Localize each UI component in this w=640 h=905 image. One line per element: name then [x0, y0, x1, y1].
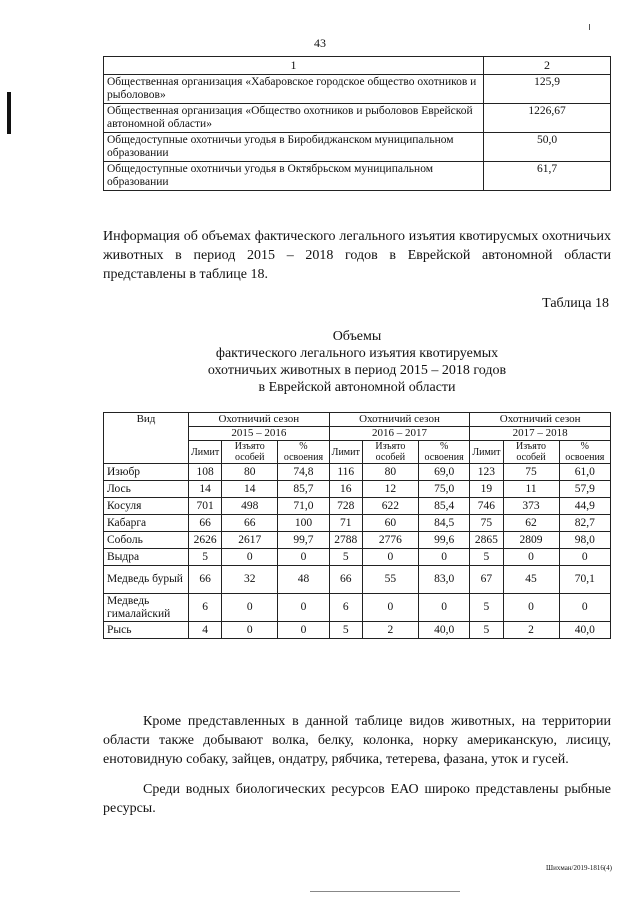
table-cell: 746 [470, 498, 503, 515]
table-cell: 45 [503, 566, 559, 594]
table-header-row [104, 57, 611, 75]
table-cell: 55 [362, 566, 418, 594]
org-value: 125,9 [484, 75, 611, 104]
species-header: Вид [104, 413, 189, 464]
table-cell: 701 [189, 498, 222, 515]
column-subheader: Лимит [470, 441, 503, 464]
header-col-2: 2 [484, 57, 611, 75]
table-cell: 80 [222, 464, 278, 481]
table-cell: 6 [329, 594, 362, 622]
season-years: 2017 – 2018 [470, 427, 611, 441]
table-cell: 5 [470, 594, 503, 622]
column-subheader: Лимит [329, 441, 362, 464]
header-col-1: 1 [104, 57, 484, 75]
org-name: Общедоступные охотничьи угодья в Биробиджанском муниципальном образовании [104, 133, 484, 162]
table-cell: 14 [189, 481, 222, 498]
table-row [104, 549, 611, 566]
table-cell: 5 [329, 622, 362, 639]
table-cell: 0 [362, 594, 418, 622]
org-value: 50,0 [484, 133, 611, 162]
table-row [104, 515, 611, 532]
table-cell: 61,0 [559, 464, 610, 481]
season-header: Охотничий сезон [329, 413, 470, 427]
season-years: 2015 – 2016 [189, 427, 330, 441]
table-row [104, 133, 611, 162]
table-cell: 62 [503, 515, 559, 532]
table-cell: 75,0 [418, 481, 469, 498]
table-cell: 16 [329, 481, 362, 498]
document-signature: Шихман/2019-1816(4) [546, 864, 612, 872]
table-cell: 498 [222, 498, 278, 515]
species-name: Лось [104, 481, 189, 498]
column-subheader: Изъято особей [362, 441, 418, 464]
info-paragraph: Информация об объемах фактического легального изъятия квотирусмых охотничьих животных в период 2015 – 2018 годов в Еврейской автономной области представлены в таблице 18. [103, 229, 611, 282]
water-resources-text: Среди водных биологических ресурсов ЕАО широко представлены рыбные ресурсы. [103, 782, 611, 816]
table-cell: 75 [470, 515, 503, 532]
table-cell: 84,5 [418, 515, 469, 532]
table-title-line: Объемы [332, 329, 382, 344]
table-cell: 100 [278, 515, 329, 532]
season-header: Охотничий сезон [189, 413, 330, 427]
table-cell: 66 [189, 515, 222, 532]
species-name: Косуля [104, 498, 189, 515]
species-paragraph-text: Кроме представленных в данной таблице видов животных, на территории области также добывают волка, белку, колонка, норку американскую, лисицу, енотовидную собаку, зайцев, ондатру, рябчика, тетерева, фазана, уток и гусей. [103, 714, 611, 767]
table-title-line: в Еврейской автономной области [258, 380, 456, 395]
table-cell: 69,0 [418, 464, 469, 481]
table-cell: 0 [222, 549, 278, 566]
table-cell: 99,6 [418, 532, 469, 549]
table-cell: 0 [503, 549, 559, 566]
table-cell: 85,4 [418, 498, 469, 515]
table-cell: 75 [503, 464, 559, 481]
table-cell: 2617 [222, 532, 278, 549]
table-title-line: фактического легального изъятия квотируемых [215, 346, 499, 361]
species-name: Медведь бурый [104, 566, 189, 594]
table-cell: 4 [189, 622, 222, 639]
table-cell: 2865 [470, 532, 503, 549]
table-cell: 0 [278, 549, 329, 566]
table-cell: 0 [222, 622, 278, 639]
table-row [104, 481, 611, 498]
table-cell: 44,9 [559, 498, 610, 515]
table-cell: 66 [329, 566, 362, 594]
column-subheader: % освоения [278, 441, 329, 464]
org-value: 1226,67 [484, 104, 611, 133]
table-cell: 2626 [189, 532, 222, 549]
table-row [104, 622, 611, 639]
table-cell: 85,7 [278, 481, 329, 498]
table-row [104, 566, 611, 594]
table-cell: 2776 [362, 532, 418, 549]
table-cell: 40,0 [418, 622, 469, 639]
page-number: 43 [314, 36, 326, 50]
column-subheader: % освоения [418, 441, 469, 464]
species-name: Медведь гималайский [104, 594, 189, 622]
table-cell: 74,8 [278, 464, 329, 481]
table-cell: 83,0 [418, 566, 469, 594]
org-name: Общедоступные охотничьи угодья в Октябрьском муниципальном образовании [104, 162, 484, 191]
table-cell: 0 [503, 594, 559, 622]
table-cell: 98,0 [559, 532, 610, 549]
species-name: Соболь [104, 532, 189, 549]
table-cell: 373 [503, 498, 559, 515]
column-subheader: Изъято особей [222, 441, 278, 464]
table-cell: 2 [362, 622, 418, 639]
species-name: Изюбр [104, 464, 189, 481]
table-cell: 99,7 [278, 532, 329, 549]
table-cell: 0 [559, 549, 610, 566]
harvest-table [103, 412, 611, 639]
table-cell: 0 [278, 594, 329, 622]
table-number: Таблица 18 [542, 296, 609, 311]
table-cell: 12 [362, 481, 418, 498]
table-cell: 0 [559, 594, 610, 622]
table-cell: 66 [189, 566, 222, 594]
table-cell: 6 [189, 594, 222, 622]
table-title-line: охотничьих животных в период 2015 – 2018 годов [207, 363, 507, 378]
org-value: 61,7 [484, 162, 611, 191]
organization-table [103, 56, 611, 191]
table-cell: 67 [470, 566, 503, 594]
table-cell: 19 [470, 481, 503, 498]
table-cell: 11 [503, 481, 559, 498]
table-cell: 14 [222, 481, 278, 498]
org-name: Общественная организация «Хабаровское городское общество охотников и рыболовов» [104, 75, 484, 104]
table-cell: 57,9 [559, 481, 610, 498]
season-header: Охотничий сезон [470, 413, 611, 427]
table-title [103, 328, 611, 396]
table-row [104, 594, 611, 622]
species-paragraph [103, 712, 611, 769]
species-name: Выдра [104, 549, 189, 566]
table-cell: 0 [418, 594, 469, 622]
table-cell: 0 [418, 549, 469, 566]
species-name: Рысь [104, 622, 189, 639]
table-row [104, 532, 611, 549]
table-cell: 728 [329, 498, 362, 515]
table-cell: 123 [470, 464, 503, 481]
table-row [104, 104, 611, 133]
table-row [104, 498, 611, 515]
species-name: Кабарга [104, 515, 189, 532]
table-cell: 5 [189, 549, 222, 566]
table-cell: 2788 [329, 532, 362, 549]
table-row [104, 464, 611, 481]
footer-line [310, 891, 460, 892]
table-cell: 5 [470, 622, 503, 639]
water-resources-paragraph [103, 780, 611, 818]
table-cell: 82,7 [559, 515, 610, 532]
margin-bar [7, 92, 11, 134]
table-cell: 32 [222, 566, 278, 594]
table-cell: 2809 [503, 532, 559, 549]
table-cell: 0 [362, 549, 418, 566]
table-cell: 66 [222, 515, 278, 532]
table-cell: 60 [362, 515, 418, 532]
org-name: Общественная организация «Общество охотников и рыболовов Еврейской автономной области» [104, 104, 484, 133]
table-row [104, 162, 611, 191]
table-cell: 71 [329, 515, 362, 532]
column-subheader: % освоения [559, 441, 610, 464]
column-subheader: Изъято особей [503, 441, 559, 464]
table-cell: 0 [222, 594, 278, 622]
table-row [104, 75, 611, 104]
season-years: 2016 – 2017 [329, 427, 470, 441]
table-cell: 5 [470, 549, 503, 566]
scan-mark [589, 24, 590, 30]
table-cell: 116 [329, 464, 362, 481]
table-cell: 0 [278, 622, 329, 639]
table-cell: 71,0 [278, 498, 329, 515]
table-cell: 80 [362, 464, 418, 481]
table-cell: 48 [278, 566, 329, 594]
column-subheader: Лимит [189, 441, 222, 464]
table-cell: 108 [189, 464, 222, 481]
table-cell: 2 [503, 622, 559, 639]
table-cell: 40,0 [559, 622, 610, 639]
table-cell: 5 [329, 549, 362, 566]
table-cell: 622 [362, 498, 418, 515]
table-cell: 70,1 [559, 566, 610, 594]
